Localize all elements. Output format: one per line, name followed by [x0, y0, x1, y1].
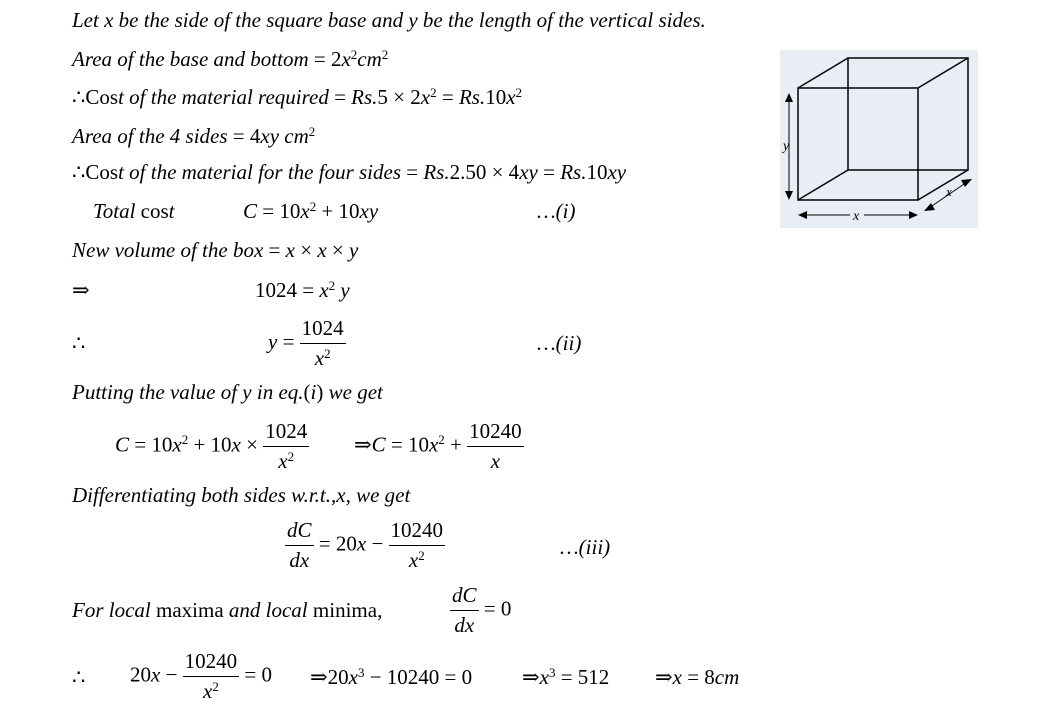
y-dimension-label: y	[783, 139, 790, 154]
cost-simplified-equation: ⇒C = $10x^2$ + $\frac{10240}{x}$	[354, 419, 522, 473]
new-volume-label: New volume of the box	[72, 238, 264, 262]
area-base-label: Area of the base and bottom	[72, 47, 309, 71]
new-volume-line: New volume of the box = x × x × y	[72, 238, 359, 262]
diagram-background	[780, 50, 978, 228]
equation-label-i: …(i)	[537, 199, 576, 223]
cost-material-label: of the material required	[129, 85, 329, 109]
differentiating-statement: Differentiating both sides w.r.t.,x, we get	[72, 483, 411, 507]
implies-symbol-1: ⇒	[72, 278, 90, 302]
area-base-line: Area of the base and bottom = $2x^2cm^2$	[72, 46, 389, 71]
solution-x: ⇒x = 8cm	[655, 665, 740, 689]
x-dimension-label-bottom: x	[853, 209, 860, 224]
area-sides-line: Area of the 4 sides = 4xy $cm^2$	[72, 123, 316, 148]
total-cost-equation: $C = 10x^2 + 10xy$	[243, 198, 379, 223]
local-extrema-text: For local maxima and local minima,	[72, 598, 383, 622]
intro-statement: Let x be the side of the square base and y be the length of the vertical sides.	[72, 8, 706, 32]
equation-label-ii: …(ii)	[537, 331, 582, 355]
y-expression: y = $\frac{1024}{x^2}$	[268, 316, 344, 370]
therefore-symbol-2: ∴	[72, 665, 86, 689]
x-dimension-label-side: x	[946, 184, 952, 199]
cost-substituted-equation: $C = 10x^2 + 10x$ × $\frac{1024}{x^2}$	[115, 419, 308, 473]
total-cost-label: Total cost	[93, 199, 175, 223]
volume-equation: $1024 = x^2$ y	[255, 277, 350, 302]
area-sides-label: Area of the 4 sides	[72, 124, 228, 148]
box-diagram	[780, 50, 978, 228]
cost-sides-line: ∴Cost of the material for the four sides = Rs.2.50 × 4xy = Rs.10xy	[72, 160, 627, 184]
cube-value-equation: $\Rightarrow x^3 = 512$	[522, 664, 610, 689]
critical-point-equation: 20x − $\frac{10240}{x^2}$ = 0	[130, 649, 273, 703]
derivative-equation: $\frac{dC}{dx}$ = 20x − $\frac{10240}{x^2}$	[287, 518, 444, 572]
therefore-symbol-1: ∴	[72, 331, 86, 355]
substitution-line: Putting the value of y in eq.(i) we get	[72, 380, 383, 404]
equation-label-iii: …(iii)	[560, 535, 611, 559]
cubic-equation: $\Rightarrow 20x^3 - 10240 = 0$	[310, 664, 473, 689]
derivative-zero-condition: $\frac{dC}{dx}$ = 0	[452, 583, 512, 637]
cost-material-line: ∴Cost of the material required = $Rs.5 \times 2x^2 = Rs.10x^2$	[72, 84, 523, 109]
